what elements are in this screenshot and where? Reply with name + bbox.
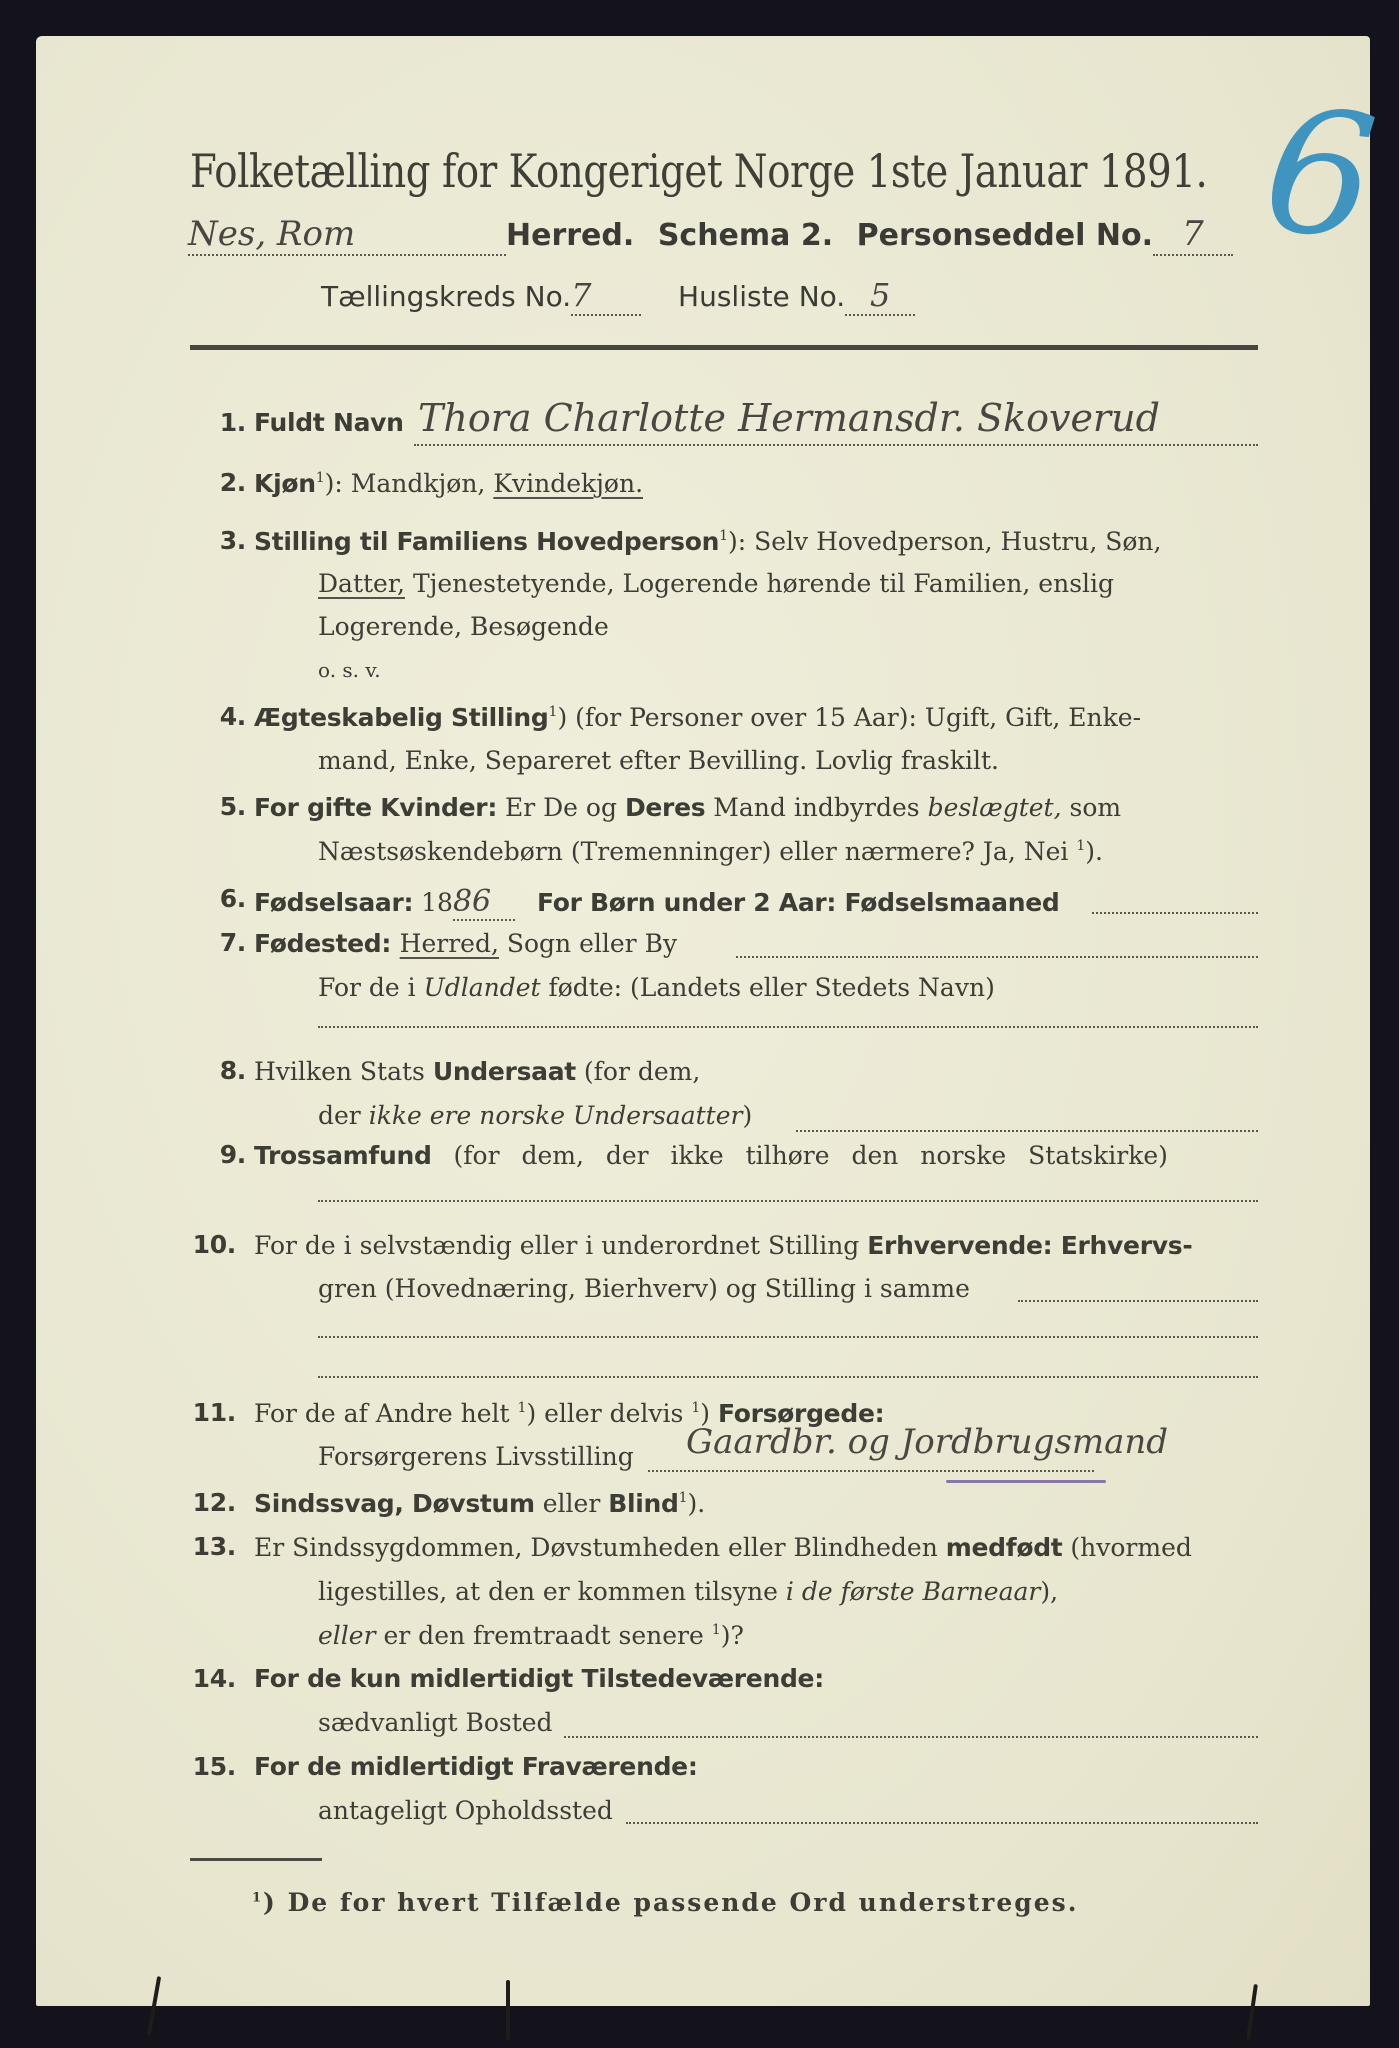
birth-year-value[interactable]: 86 bbox=[453, 884, 515, 921]
field-label: Sindssvag, Døvstum bbox=[254, 1489, 535, 1518]
question-text: beslægtet, bbox=[927, 793, 1062, 822]
religion-leader[interactable] bbox=[318, 1200, 1258, 1202]
herred-label: Herred. bbox=[506, 218, 635, 253]
field-label: For de kun midlertidigt Tilstedeværende: bbox=[254, 1664, 824, 1693]
field-number: 2. bbox=[219, 468, 246, 497]
question-text: som bbox=[1061, 793, 1122, 822]
question-text: antageligt Opholdssted bbox=[318, 1796, 613, 1825]
page-number-mark: 6 bbox=[1255, 70, 1385, 280]
question-text: gren (Hovednæring, Bierhverv) og Stilling i samme bbox=[318, 1274, 970, 1303]
personseddel-value: 7 bbox=[1153, 214, 1233, 256]
footnote-ref: 1 bbox=[315, 470, 325, 486]
field-label: Forsørgerens Livsstilling bbox=[318, 1442, 634, 1471]
occupation-leader-3[interactable] bbox=[318, 1376, 1258, 1378]
field-label: For de midlertidigt Fraværende: bbox=[254, 1752, 698, 1781]
options-text: ): Selv Hovedperson, Hustru, Søn, bbox=[728, 527, 1162, 556]
kreds-label: Tællingskreds No. bbox=[321, 280, 572, 313]
question-text: )? bbox=[720, 1621, 744, 1650]
field-number: 5. bbox=[219, 792, 246, 821]
provider-occupation-leader bbox=[648, 1470, 1094, 1472]
registration-mark-left bbox=[147, 1976, 161, 2036]
field-label: Fødested: bbox=[254, 929, 392, 958]
field-label: Fødselsaar: bbox=[254, 888, 414, 917]
question-text: eller bbox=[534, 1489, 609, 1518]
footnote-ref: 1 bbox=[252, 1890, 264, 1906]
citizenship-leader[interactable] bbox=[796, 1130, 1258, 1132]
full-name-value[interactable]: Thora Charlotte Hermansdr. Skoverud bbox=[418, 396, 1160, 440]
options-text: ) (for Personer over 15 Aar): Ugift, Gift, Enke- bbox=[557, 703, 1142, 732]
field-label: Blind bbox=[608, 1489, 679, 1518]
field-label: Undersaat bbox=[432, 1057, 576, 1086]
footnote-rule bbox=[190, 1858, 322, 1861]
field-label: medfødt bbox=[945, 1533, 1063, 1562]
footnote-ref: 1 bbox=[711, 1622, 721, 1638]
question-text: ) eller delvis bbox=[526, 1399, 692, 1428]
question-text: Er Sindssygdommen, Døvstumheden eller Blindheden bbox=[254, 1533, 946, 1562]
field-number: 15. bbox=[192, 1752, 236, 1781]
birth-month-leader[interactable] bbox=[1092, 912, 1258, 914]
field-number: 4. bbox=[219, 702, 246, 731]
field-label: For gifte Kvinder: bbox=[254, 793, 498, 822]
purple-underline bbox=[946, 1480, 1106, 1483]
header-line-2 bbox=[321, 276, 915, 316]
field-label: Fuldt Navn bbox=[254, 408, 404, 437]
question-text: Mand indbyrdes bbox=[705, 793, 928, 822]
field-number: 8. bbox=[219, 1056, 246, 1085]
husliste-label: Husliste No. bbox=[678, 280, 846, 313]
question-text: For de af Andre helt bbox=[254, 1399, 518, 1428]
question-text: ikke ere norske Undersaatter bbox=[368, 1101, 743, 1130]
field-number: 7. bbox=[219, 928, 246, 957]
question-text: ) bbox=[742, 1101, 753, 1130]
whereabouts-leader[interactable] bbox=[626, 1822, 1258, 1824]
question-text: (for dem, der ikke tilhøre den norske Statskirke) bbox=[431, 1141, 1168, 1170]
herred-handwritten: Nes, Rom bbox=[188, 214, 506, 256]
footnote-text: ) De for hvert Tilfælde passende Ord understreges. bbox=[263, 1888, 1079, 1917]
field-label: Trossamfund bbox=[254, 1141, 432, 1170]
field-label: Ægteskabelig Stilling bbox=[254, 703, 549, 732]
field-label: Kjøn bbox=[254, 469, 316, 498]
question-text: ). bbox=[687, 1489, 706, 1518]
field-number: 1. bbox=[219, 408, 246, 437]
schema-label: Schema 2. bbox=[657, 218, 834, 253]
field-label: Erhvervende: Erhvervs- bbox=[867, 1231, 1193, 1260]
header-line-1 bbox=[188, 214, 1233, 256]
question-text: er den fremtraadt senere bbox=[375, 1621, 712, 1650]
options-text: Sogn eller By bbox=[498, 929, 678, 958]
question-text: (for dem, bbox=[575, 1057, 701, 1086]
header-rule bbox=[190, 345, 1258, 350]
field-number: 13. bbox=[192, 1532, 236, 1561]
field-number: 3. bbox=[219, 526, 246, 555]
footnote-ref: 1 bbox=[678, 1490, 688, 1506]
footnote-ref: 1 bbox=[517, 1400, 527, 1416]
footnote-ref: 1 bbox=[1076, 838, 1086, 854]
question-text: fødte: (Landets eller Stedets Navn) bbox=[540, 973, 995, 1002]
options-text: Logerende, Besøgende bbox=[318, 612, 609, 641]
footnote bbox=[252, 1888, 1078, 1917]
question-text: Er De og bbox=[497, 793, 625, 822]
question-text: ligestilles, at den er kommen tilsyne bbox=[318, 1577, 786, 1606]
selected-option-kvindekjon[interactable]: Kvindekjøn. bbox=[493, 469, 644, 498]
personseddel-label: Personseddel No. bbox=[856, 218, 1153, 253]
question-text: i de første Barneaar bbox=[785, 1577, 1041, 1606]
registration-mark-right bbox=[1246, 1984, 1258, 2040]
kreds-value: 7 bbox=[571, 276, 641, 316]
options-text: o. s. v. bbox=[318, 658, 381, 682]
field-number: 9. bbox=[219, 1140, 246, 1169]
occupation-leader-2[interactable] bbox=[318, 1336, 1258, 1338]
field-number: 14. bbox=[192, 1664, 236, 1693]
field-label: For Børn under 2 Aar: Fødselsmaaned bbox=[536, 888, 1060, 917]
question-text: ) bbox=[700, 1399, 718, 1428]
footnote-ref: 1 bbox=[719, 528, 729, 544]
form-title: Folketælling for Kongeriget Norge 1ste Januar 1891. bbox=[190, 144, 1208, 198]
selected-option-herred[interactable]: Herred, bbox=[399, 929, 499, 958]
footnote-ref: 1 bbox=[691, 1400, 701, 1416]
question-text: Næstsøskendebørn (Tremenninger) eller nærmere? Ja, Nei bbox=[318, 837, 1077, 866]
field-label: Forsørgede: bbox=[717, 1399, 885, 1428]
selected-option-datter[interactable]: Datter, bbox=[318, 569, 405, 598]
registration-mark-center bbox=[506, 1980, 510, 2040]
question-text: (hvormed bbox=[1062, 1533, 1192, 1562]
option-text: ): Mandkjøn, bbox=[324, 469, 494, 498]
name-leader bbox=[414, 444, 1258, 446]
options-text: mand, Enke, Separeret efter Bevilling. Lovlig fraskilt. bbox=[318, 746, 999, 775]
foreign-birthplace-leader[interactable] bbox=[318, 1026, 1258, 1028]
provider-occupation-value[interactable]: Gaardbr. og Jordbrugsmand bbox=[686, 1422, 1169, 1462]
census-form-page bbox=[36, 36, 1385, 2006]
question-text: For de i selvstændig eller i underordnet Stilling bbox=[254, 1231, 868, 1260]
field-number: 11. bbox=[192, 1398, 236, 1427]
question-text: eller bbox=[318, 1621, 376, 1650]
year-prefix: 18 bbox=[413, 888, 453, 917]
usual-residence-leader[interactable] bbox=[564, 1736, 1258, 1738]
husliste-value: 5 bbox=[845, 276, 915, 316]
question-text: der bbox=[318, 1101, 369, 1130]
question-text: ), bbox=[1040, 1577, 1059, 1606]
field-number: 10. bbox=[192, 1230, 236, 1259]
footnote-ref: 1 bbox=[548, 704, 558, 720]
options-text: Tjenestetyende, Logerende hørende til Familien, enslig bbox=[405, 569, 1115, 598]
field-number: 6. bbox=[219, 884, 246, 913]
field-label: Stilling til Familiens Hovedperson bbox=[254, 527, 720, 556]
birthplace-leader[interactable] bbox=[736, 956, 1258, 958]
question-text: For de i bbox=[318, 973, 424, 1002]
occupation-leader-1[interactable] bbox=[1018, 1300, 1258, 1302]
question-text: sædvanligt Bosted bbox=[318, 1708, 553, 1737]
question-text: Udlandet bbox=[423, 973, 541, 1002]
question-text: Hvilken Stats bbox=[254, 1057, 433, 1086]
field-number: 12. bbox=[192, 1488, 236, 1517]
question-text: ). bbox=[1085, 837, 1103, 866]
question-text: Deres bbox=[624, 793, 706, 822]
